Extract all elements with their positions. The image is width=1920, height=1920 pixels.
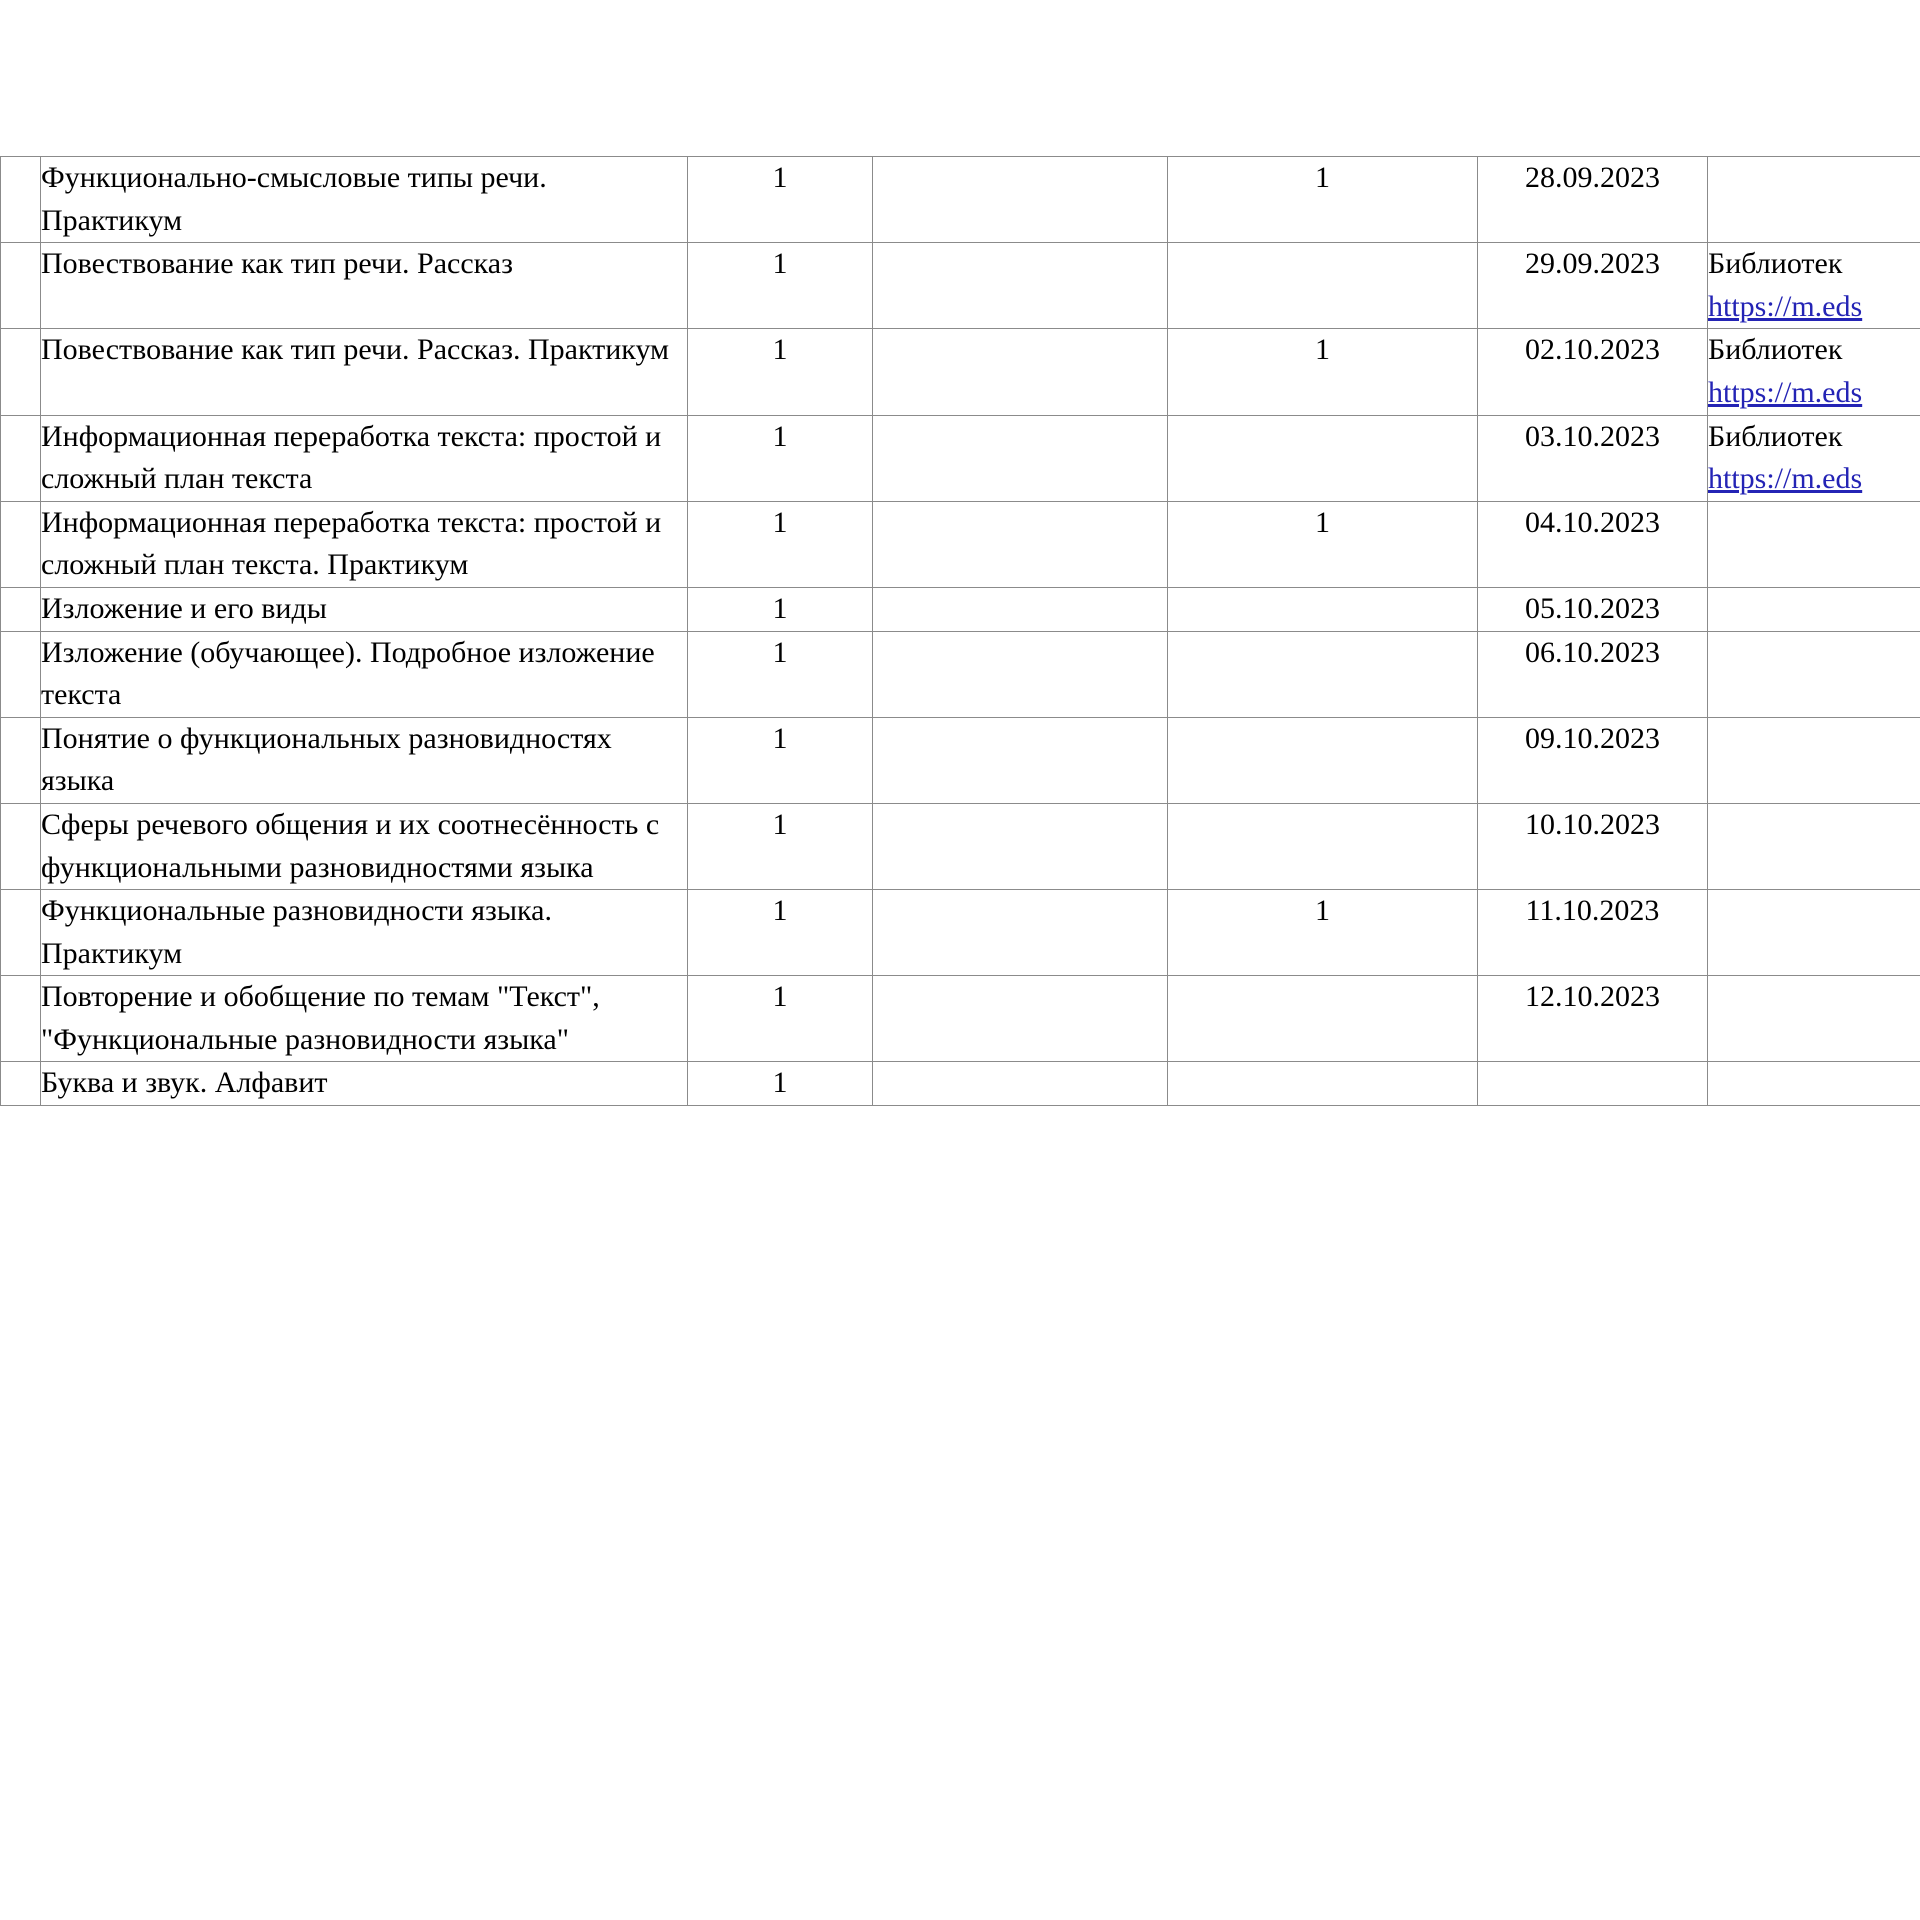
lesson-date-cell	[1478, 1062, 1708, 1106]
electronic-resource-cell	[1708, 631, 1920, 717]
hours-count-cell: 1	[688, 329, 873, 415]
control-work-cell	[873, 501, 1168, 587]
lesson-plan-table	[0, 156, 1920, 1106]
control-work-cell	[873, 1062, 1168, 1106]
practical-work-cell	[1168, 717, 1478, 803]
row-index-cell	[1, 631, 41, 717]
resource-label: Библиотек	[1708, 333, 1843, 367]
row-index-cell	[1, 890, 41, 976]
electronic-resource-cell	[1708, 1062, 1920, 1106]
table-row	[1, 157, 1920, 243]
practical-work-cell	[1168, 587, 1478, 631]
practical-work-cell	[1168, 976, 1478, 1062]
resource-label: Библиотек	[1708, 419, 1843, 453]
control-work-cell	[873, 631, 1168, 717]
lesson-topic-cell: Изложение (обучающее). Подробное изложение текста	[41, 631, 688, 717]
lesson-date-cell: 28.09.2023	[1478, 157, 1708, 243]
hours-count-cell: 1	[688, 976, 873, 1062]
practical-work-cell	[1168, 631, 1478, 717]
lesson-topic-cell: Информационная переработка текста: простой и сложный план текста. Практикум	[41, 501, 688, 587]
hours-count-cell: 1	[688, 415, 873, 501]
lesson-date-cell: 02.10.2023	[1478, 329, 1708, 415]
electronic-resource-cell	[1708, 329, 1920, 415]
lesson-topic-cell: Функциональные разновидности языка. Практикум	[41, 890, 688, 976]
table-row	[1, 803, 1920, 889]
lesson-topic-cell: Повествование как тип речи. Рассказ	[41, 243, 688, 329]
lesson-date-cell: 05.10.2023	[1478, 587, 1708, 631]
control-work-cell	[873, 415, 1168, 501]
table-row	[1, 717, 1920, 803]
hours-count-cell: 1	[688, 717, 873, 803]
hours-count-cell: 1	[688, 243, 873, 329]
lesson-topic-cell: Функционально-смысловые типы речи. Практикум	[41, 157, 688, 243]
row-index-cell	[1, 717, 41, 803]
lesson-date-cell: 12.10.2023	[1478, 976, 1708, 1062]
table-row	[1, 587, 1920, 631]
practical-work-cell: 1	[1168, 890, 1478, 976]
electronic-resource-cell	[1708, 587, 1920, 631]
control-work-cell	[873, 717, 1168, 803]
control-work-cell	[873, 157, 1168, 243]
hours-count-cell: 1	[688, 631, 873, 717]
lesson-topic-cell: Изложение и его виды	[41, 587, 688, 631]
row-index-cell	[1, 501, 41, 587]
table-row	[1, 329, 1920, 415]
control-work-cell	[873, 976, 1168, 1062]
resource-label: Библиотек	[1708, 247, 1843, 281]
practical-work-cell: 1	[1168, 157, 1478, 243]
hours-count-cell: 1	[688, 587, 873, 631]
table-row	[1, 976, 1920, 1062]
electronic-resource-cell	[1708, 501, 1920, 587]
electronic-resource-cell	[1708, 803, 1920, 889]
hours-count-cell: 1	[688, 890, 873, 976]
electronic-resource-cell	[1708, 243, 1920, 329]
lesson-date-cell: 29.09.2023	[1478, 243, 1708, 329]
lesson-topic-cell: Повествование как тип речи. Рассказ. Практикум	[41, 329, 688, 415]
row-index-cell	[1, 976, 41, 1062]
row-index-cell	[1, 329, 41, 415]
row-index-cell	[1, 1062, 41, 1106]
lesson-date-cell: 06.10.2023	[1478, 631, 1708, 717]
practical-work-cell	[1168, 243, 1478, 329]
hours-count-cell: 1	[688, 803, 873, 889]
electronic-resource-cell	[1708, 976, 1920, 1062]
table-row	[1, 631, 1920, 717]
electronic-resource-cell	[1708, 415, 1920, 501]
practical-work-cell: 1	[1168, 329, 1478, 415]
practical-work-cell	[1168, 803, 1478, 889]
table-row	[1, 501, 1920, 587]
resource-hyperlink[interactable]: https://m.eds	[1708, 375, 1863, 409]
hours-count-cell: 1	[688, 157, 873, 243]
table-row	[1, 415, 1920, 501]
table-row	[1, 890, 1920, 976]
row-index-cell	[1, 415, 41, 501]
lesson-topic-cell: Сферы речевого общения и их соотнесённость с функциональными разновидностями языка	[41, 803, 688, 889]
lesson-date-cell: 09.10.2023	[1478, 717, 1708, 803]
control-work-cell	[873, 890, 1168, 976]
table-row	[1, 243, 1920, 329]
practical-work-cell: 1	[1168, 501, 1478, 587]
lesson-topic-cell: Повторение и обобщение по темам "Текст", "Функциональные разновидности языка"	[41, 976, 688, 1062]
lesson-date-cell: 04.10.2023	[1478, 501, 1708, 587]
lesson-date-cell: 03.10.2023	[1478, 415, 1708, 501]
row-index-cell	[1, 803, 41, 889]
electronic-resource-cell	[1708, 717, 1920, 803]
table-row	[1, 1062, 1920, 1106]
electronic-resource-cell	[1708, 890, 1920, 976]
practical-work-cell	[1168, 415, 1478, 501]
resource-hyperlink[interactable]: https://m.eds	[1708, 289, 1863, 323]
lesson-topic-cell: Буква и звук. Алфавит	[41, 1062, 688, 1106]
lesson-date-cell: 11.10.2023	[1478, 890, 1708, 976]
resource-hyperlink[interactable]: https://m.eds	[1708, 462, 1863, 496]
hours-count-cell: 1	[688, 501, 873, 587]
row-index-cell	[1, 587, 41, 631]
row-index-cell	[1, 157, 41, 243]
electronic-resource-cell	[1708, 157, 1920, 243]
lesson-topic-cell: Информационная переработка текста: простой и сложный план текста	[41, 415, 688, 501]
control-work-cell	[873, 243, 1168, 329]
control-work-cell	[873, 803, 1168, 889]
row-index-cell	[1, 243, 41, 329]
control-work-cell	[873, 329, 1168, 415]
lesson-date-cell: 10.10.2023	[1478, 803, 1708, 889]
practical-work-cell	[1168, 1062, 1478, 1106]
hours-count-cell: 1	[688, 1062, 873, 1106]
control-work-cell	[873, 587, 1168, 631]
lesson-topic-cell: Понятие о функциональных разновидностях языка	[41, 717, 688, 803]
